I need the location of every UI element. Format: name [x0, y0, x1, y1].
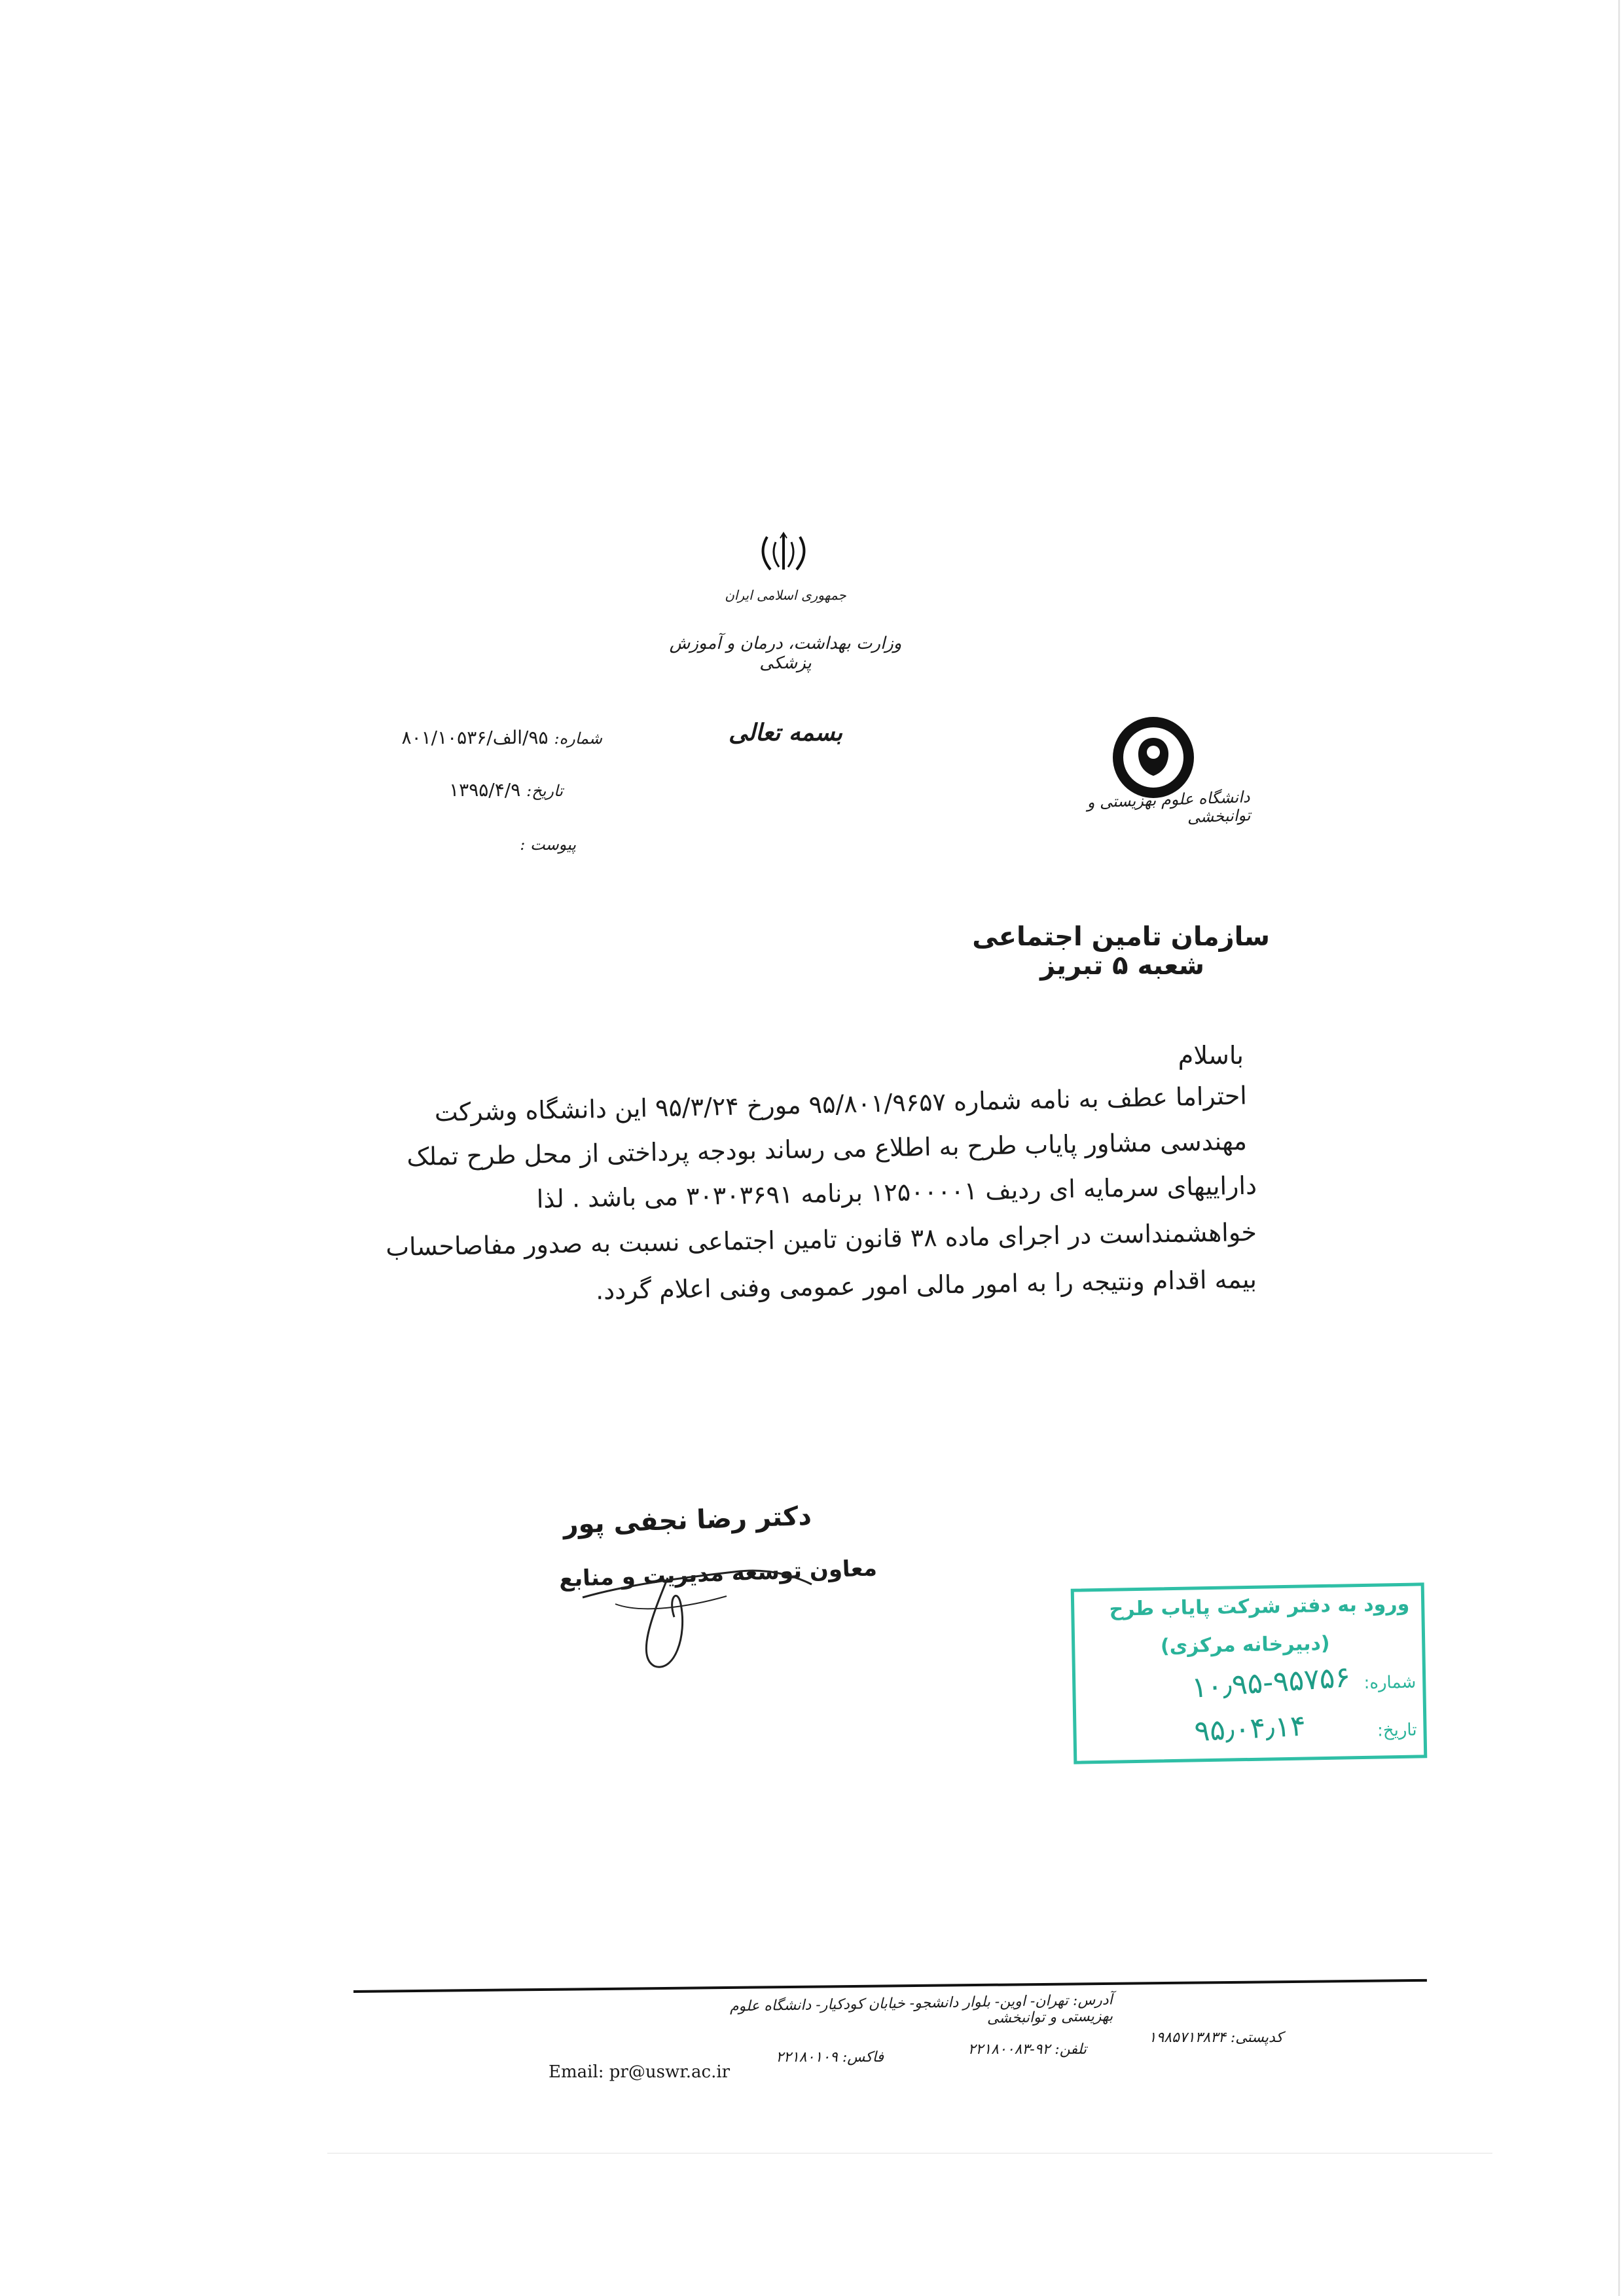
signatory-title: معاون توسعه مدیریت و منابع — [558, 1555, 878, 1593]
body-line — [340, 1312, 1257, 1328]
letter-date-value: ۱۳۹۵/۴/۹ — [449, 779, 521, 801]
stamp-office: ورود به دفتر شرکت پایاب طرح — [1109, 1592, 1410, 1621]
footer-email: Email: pr@uswr.ac.ir — [549, 2062, 731, 2082]
footer-address: آدرس: تهران- اوین- بلوار دانشجو- خیابان کودکیار- دانشگاه علوم بهزیستی و توانبخشی — [729, 1992, 1113, 2027]
ministry-heading: وزارت بهداشت، درمان و آموزش پزشکی — [669, 634, 902, 673]
body-line: بیمه اقدام ونتیجه را به امور مالی امور عمومی وفنی اعلام گردد. — [595, 1264, 1257, 1305]
body-line: مهندسی مشاور پایاب طرح به اطلاع می رساند بودجه پرداختی از محل طرح تملک — [406, 1126, 1248, 1172]
signatory-name: دکتر رضا نجفی پور — [562, 1501, 812, 1540]
footer-divider — [353, 1979, 1427, 1993]
stamp-number-label: شماره: — [1363, 1672, 1416, 1693]
footer-fax: فاکس: ۲۲۱۸۰۱۰۹ — [776, 2049, 884, 2066]
stamp-date-label: تاریخ: — [1377, 1720, 1417, 1741]
letter-attachment-label: پیوست : — [520, 835, 576, 854]
letter-date — [419, 779, 563, 801]
body-line: خواهشمنداست در اجرای ماده ۳۸ قانون تامین اجتماعی نسبت به صدور مفاصاحساب — [385, 1217, 1257, 1262]
handwritten-signature-icon — [576, 1558, 825, 1676]
stamp-date-value: ۹۵٫۰۴٫۱۴ — [1193, 1709, 1307, 1749]
greeting: باسلام — [1178, 1041, 1244, 1070]
letter-number-label: شماره: — [554, 729, 602, 748]
recipient-branch: شعبه ۵ تبریز — [1040, 951, 1204, 981]
letter-number-value: ۹۵/الف/۸۰۱/۱۰۵۳۶ — [401, 727, 549, 748]
iran-emblem-icon — [754, 530, 813, 576]
university-name: دانشگاه علوم بهزیستی و توانبخشی — [1087, 788, 1251, 827]
invocation-heading: بسمه تعالی — [728, 719, 843, 746]
letter-number — [340, 727, 602, 748]
letter-attachment — [484, 833, 576, 854]
letter-date-label: تاریخ: — [526, 782, 563, 800]
recipient-organization: سازمان تامین اجتماعی — [972, 922, 1270, 952]
scan-edge-bottom — [327, 2153, 1492, 2154]
scan-edge-right — [1618, 0, 1620, 2296]
body-line: داراییهای سرمایه ای ردیف ۱۲۵۰۰۰۰۱ برنامه ۳۰۳۰۳۶۹۱ می باشد . لذا — [536, 1171, 1257, 1214]
republic-heading: جمهوری اسلامی ایران — [725, 587, 846, 603]
body-line: احتراما عطف به نامه شماره ۹۵/۸۰۱/۹۶۵۷ مورخ ۹۵/۳/۲۴ این دانشگاه وشرکت — [434, 1081, 1248, 1127]
stamp-number-value: ۱۰٫۹۵-۹۵۷۵۶ — [1190, 1660, 1352, 1705]
stamp-department: (دبیرخانه مرکزی) — [1160, 1631, 1330, 1658]
footer-postal-code: کدپستی: ۱۹۸۵۷۱۳۸۳۴ — [1148, 2030, 1283, 2046]
footer-phone: تلفن: ۹۲-۲۲۱۸۰۰۸۳ — [967, 2041, 1087, 2058]
entry-stamp — [1071, 1582, 1428, 1764]
